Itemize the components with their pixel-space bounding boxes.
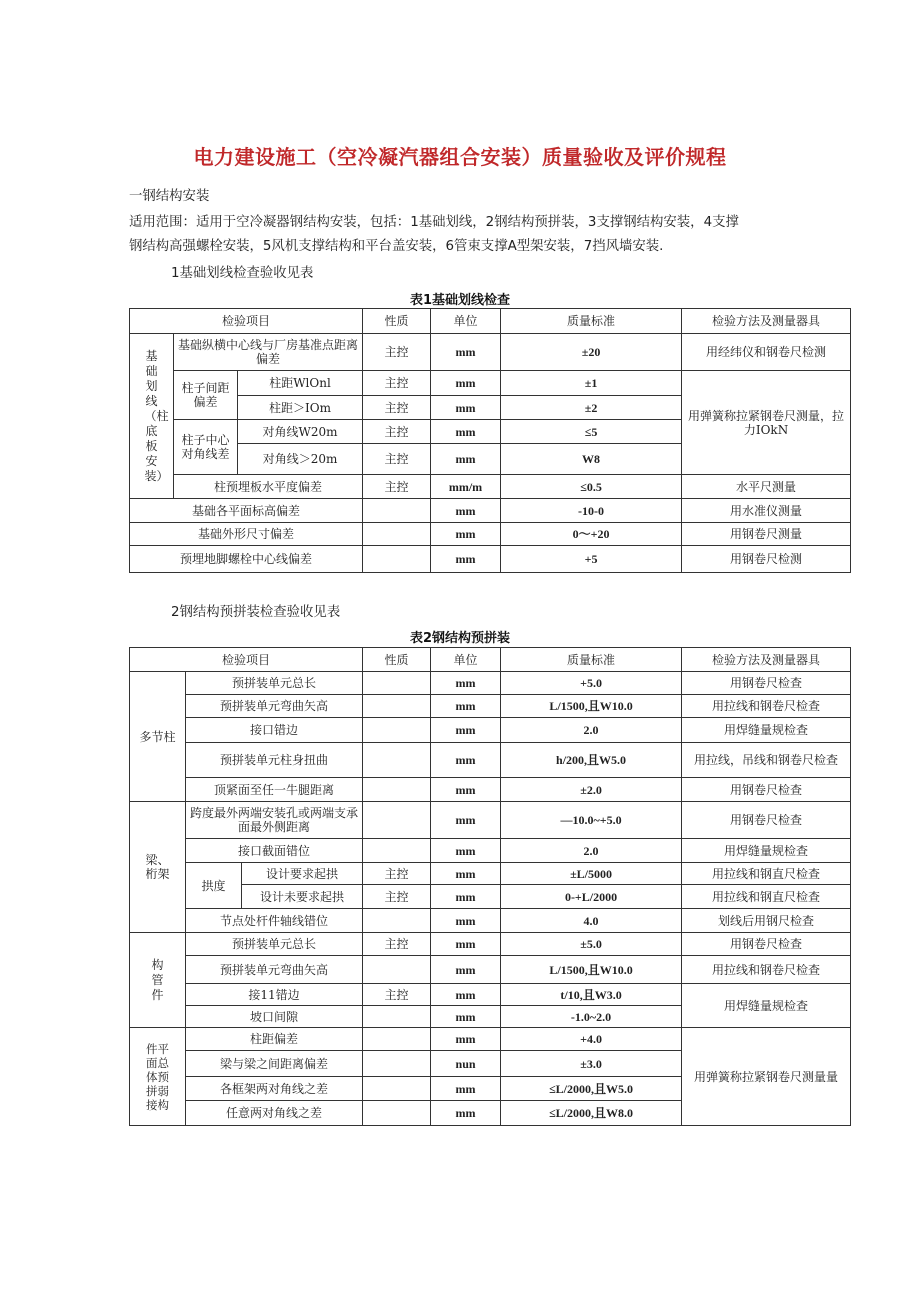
table-row (130, 863, 851, 885)
method-cell: 用焊缝量规检查 (682, 718, 851, 743)
unit-cell: mm (431, 802, 501, 839)
item-cell: 预拼装单元弯曲矢高 (186, 695, 363, 718)
table-row (130, 523, 851, 546)
nature-cell: 主控 (363, 475, 431, 499)
unit-cell: mm (431, 695, 501, 718)
unit-cell: mm (431, 933, 501, 956)
item-cell: 基础外形尺寸偏差 (130, 523, 363, 546)
header-nature: 性质 (363, 648, 431, 672)
standard-cell: h/200,且W5.0 (501, 743, 682, 778)
intro-table2: 2钢结构预拼装检查验收见表 (171, 605, 341, 620)
item-cell: 预埋地脚螺栓中心线偏差 (130, 546, 363, 573)
item-cell: 设计要求起拱 (242, 863, 363, 885)
item-cell: 预拼装单元总长 (186, 672, 363, 695)
method-cell: 用拉线和钢直尺检查 (682, 885, 851, 909)
table-row (130, 984, 851, 1006)
method-cell: 用弹簧称拉紧钢卷尺测量，拉力IOkN (682, 371, 851, 475)
unit-cell: mm (431, 334, 501, 371)
standard-cell: ±2.0 (501, 778, 682, 802)
table2-steel-preassembly (129, 647, 851, 1126)
method-cell: 用焊缝量规检查 (682, 839, 851, 863)
method-cell: 用钢卷尺检查 (682, 778, 851, 802)
table-row (130, 334, 851, 371)
item-cell: 跨度最外两端安装孔或两端支承面最外侧距离 (186, 802, 363, 839)
standard-cell: 0-+L/2000 (501, 885, 682, 909)
standard-cell: L/1500,且W10.0 (501, 956, 682, 984)
unit-cell: mm/m (431, 475, 501, 499)
table1-foundation-marking (129, 308, 851, 573)
nature-cell: 主控 (363, 396, 431, 420)
table-row (130, 839, 851, 863)
nature-cell (363, 802, 431, 839)
unit-cell: mm (431, 743, 501, 778)
scope-line-2: 钢结构高强螺栓安装，5风机支撑结构和平台盖安装，6管束支撑A型架安装，7挡风墙安装. (129, 239, 664, 254)
nature-cell: 主控 (363, 371, 431, 396)
unit-cell: mm (431, 371, 501, 396)
item-cell: 预拼装单元总长 (186, 933, 363, 956)
item-cell: 预拼装单元弯曲矢高 (186, 956, 363, 984)
table-row (130, 546, 851, 573)
unit-cell: mm (431, 718, 501, 743)
method-cell: 用拉线，吊线和钢卷尺检查 (682, 743, 851, 778)
nature-cell (363, 778, 431, 802)
method-cell: 用钢卷尺测量 (682, 523, 851, 546)
nature-cell (363, 1101, 431, 1126)
standard-cell: W8 (501, 444, 682, 475)
nature-cell: 主控 (363, 444, 431, 475)
nature-cell: 主控 (363, 420, 431, 444)
nature-cell: 主控 (363, 885, 431, 909)
item-cell: 接口错边 (186, 718, 363, 743)
subgroup-label: 拱度 (186, 863, 242, 909)
unit-cell: mm (431, 885, 501, 909)
unit-cell: mm (431, 909, 501, 933)
nature-cell (363, 909, 431, 933)
unit-cell: mm (431, 863, 501, 885)
item-cell: 接口截面错位 (186, 839, 363, 863)
nature-cell (363, 1051, 431, 1077)
unit-cell: mm (431, 523, 501, 546)
unit-cell: mm (431, 839, 501, 863)
table-row (130, 475, 851, 499)
unit-cell: mm (431, 396, 501, 420)
standard-cell: ±L/5000 (501, 863, 682, 885)
nature-cell: 主控 (363, 863, 431, 885)
method-cell: 用弹簧称拉紧钢卷尺测量量 (682, 1028, 851, 1126)
table1-caption: 表1基础划线检查 (409, 293, 511, 308)
table-row (130, 672, 851, 695)
group-label: 梁、桁架 (130, 802, 186, 933)
standard-cell: t/10,且W3.0 (501, 984, 682, 1006)
header-item: 检验项目 (130, 648, 363, 672)
scope-line-1: 适用范围：适用于空冷凝器钢结构安装，包括：1基础划线，2钢结构预拼装，3支撑钢结构安装，4支撑 (129, 215, 739, 230)
nature-cell (363, 956, 431, 984)
header-item: 检验项目 (130, 309, 363, 334)
unit-cell: mm (431, 1077, 501, 1101)
nature-cell (363, 1028, 431, 1051)
method-cell: 用拉线和钢卷尺检查 (682, 956, 851, 984)
standard-cell: 4.0 (501, 909, 682, 933)
standard-cell: ±2 (501, 396, 682, 420)
unit-cell: mm (431, 984, 501, 1006)
table-row (130, 743, 851, 778)
unit-cell: mm (431, 672, 501, 695)
table-row (130, 718, 851, 743)
table-row (130, 956, 851, 984)
unit-cell: mm (431, 778, 501, 802)
standard-cell: ±20 (501, 334, 682, 371)
nature-cell (363, 743, 431, 778)
unit-cell: mm (431, 546, 501, 573)
item-cell: 梁与梁之间距离偏差 (186, 1051, 363, 1077)
unit-cell: nun (431, 1051, 501, 1077)
standard-cell: +5 (501, 546, 682, 573)
standard-cell: ≤0.5 (501, 475, 682, 499)
method-cell: 用钢卷尺检测 (682, 546, 851, 573)
nature-cell: 主控 (363, 984, 431, 1006)
nature-cell (363, 695, 431, 718)
header-nature: 性质 (363, 309, 431, 334)
subgroup-label: 柱子间距偏差 (174, 371, 238, 420)
standard-cell: +4.0 (501, 1028, 682, 1051)
header-unit: 单位 (431, 648, 501, 672)
nature-cell (363, 718, 431, 743)
item-cell: 对角线W20m (238, 420, 363, 444)
standard-cell: 0〜+20 (501, 523, 682, 546)
header-standard: 质量标准 (501, 309, 682, 334)
item-cell: 坡口间隙 (186, 1006, 363, 1028)
item-cell: 对角线＞20m (238, 444, 363, 475)
group-label: 多节柱 (130, 672, 186, 802)
unit-cell: mm (431, 1028, 501, 1051)
standard-cell: ±5.0 (501, 933, 682, 956)
standard-cell: -1.0~2.0 (501, 1006, 682, 1028)
nature-cell (363, 546, 431, 573)
item-cell: 柱距偏差 (186, 1028, 363, 1051)
table-row (130, 695, 851, 718)
standard-cell: ±3.0 (501, 1051, 682, 1077)
table-row (130, 933, 851, 956)
method-cell: 用拉线和钢直尺检查 (682, 863, 851, 885)
group-label: 件平面总体预拼弱接构 (130, 1028, 186, 1126)
table-row (130, 802, 851, 839)
item-cell: 基础纵横中心线与厂房基准点距离偏差 (174, 334, 363, 371)
method-cell: 用水准仪测量 (682, 499, 851, 523)
intro-table1: 1基础划线检查验收见表 (171, 266, 314, 281)
section-heading: 一钢结构安装 (129, 189, 210, 204)
item-cell: 节点处杆件轴线错位 (186, 909, 363, 933)
item-cell: 各框架两对角线之差 (186, 1077, 363, 1101)
group-label: 构管件 (130, 933, 186, 1028)
standard-cell: L/1500,且W10.0 (501, 695, 682, 718)
table2-caption: 表2钢结构预拼装 (409, 631, 511, 646)
nature-cell (363, 672, 431, 695)
standard-cell: ≤L/2000,且W5.0 (501, 1077, 682, 1101)
item-cell: 预拼装单元柱身扭曲 (186, 743, 363, 778)
table-row (130, 909, 851, 933)
nature-cell (363, 1006, 431, 1028)
unit-cell: mm (431, 956, 501, 984)
nature-cell (363, 523, 431, 546)
nature-cell (363, 1077, 431, 1101)
standard-cell: ±1 (501, 371, 682, 396)
standard-cell: -10-0 (501, 499, 682, 523)
unit-cell: mm (431, 1101, 501, 1126)
item-cell: 柱距WlOnl (238, 371, 363, 396)
standard-cell: 2.0 (501, 718, 682, 743)
unit-cell: mm (431, 1006, 501, 1028)
nature-cell: 主控 (363, 334, 431, 371)
table-row (130, 371, 851, 396)
header-method: 检验方法及测量器具 (682, 309, 851, 334)
method-cell: 用钢卷尺检查 (682, 933, 851, 956)
header-method: 检验方法及测量器具 (682, 648, 851, 672)
method-cell: 用经纬仪和钢卷尺检测 (682, 334, 851, 371)
method-cell: 水平尺测量 (682, 475, 851, 499)
nature-cell (363, 839, 431, 863)
table-row (130, 499, 851, 523)
standard-cell: —10.0~+5.0 (501, 802, 682, 839)
item-cell: 设计未要求起拱 (242, 885, 363, 909)
method-cell: 用钢卷尺检查 (682, 802, 851, 839)
standard-cell: +5.0 (501, 672, 682, 695)
item-cell: 接11错边 (186, 984, 363, 1006)
standard-cell: ≤L/2000,且W8.0 (501, 1101, 682, 1126)
unit-cell: mm (431, 420, 501, 444)
item-cell: 柱预埋板水平度偏差 (174, 475, 363, 499)
table-row (130, 778, 851, 802)
item-cell: 顶紧面至任一牛腿距离 (186, 778, 363, 802)
table-header-row (130, 648, 851, 672)
nature-cell (363, 499, 431, 523)
item-cell: 任意两对角线之差 (186, 1101, 363, 1126)
item-cell: 柱距＞IOm (238, 396, 363, 420)
table-header-row (130, 309, 851, 334)
unit-cell: mm (431, 499, 501, 523)
group-label: 基础划线（柱底板安装） (130, 334, 174, 499)
subgroup-label: 柱子中心对角线差 (174, 420, 238, 475)
standard-cell: 2.0 (501, 839, 682, 863)
header-standard: 质量标准 (501, 648, 682, 672)
nature-cell: 主控 (363, 933, 431, 956)
page-title: 电力建设施工（空冷凝汽器组合安装）质量验收及评价规程 (193, 145, 727, 169)
method-cell: 用钢卷尺检查 (682, 672, 851, 695)
unit-cell: mm (431, 444, 501, 475)
standard-cell: ≤5 (501, 420, 682, 444)
table-row (130, 1028, 851, 1051)
item-cell: 基础各平面标高偏差 (130, 499, 363, 523)
method-cell: 用焊缝量规检查 (682, 984, 851, 1028)
method-cell: 用拉线和钢卷尺检查 (682, 695, 851, 718)
method-cell: 划线后用钢尺检查 (682, 909, 851, 933)
header-unit: 单位 (431, 309, 501, 334)
